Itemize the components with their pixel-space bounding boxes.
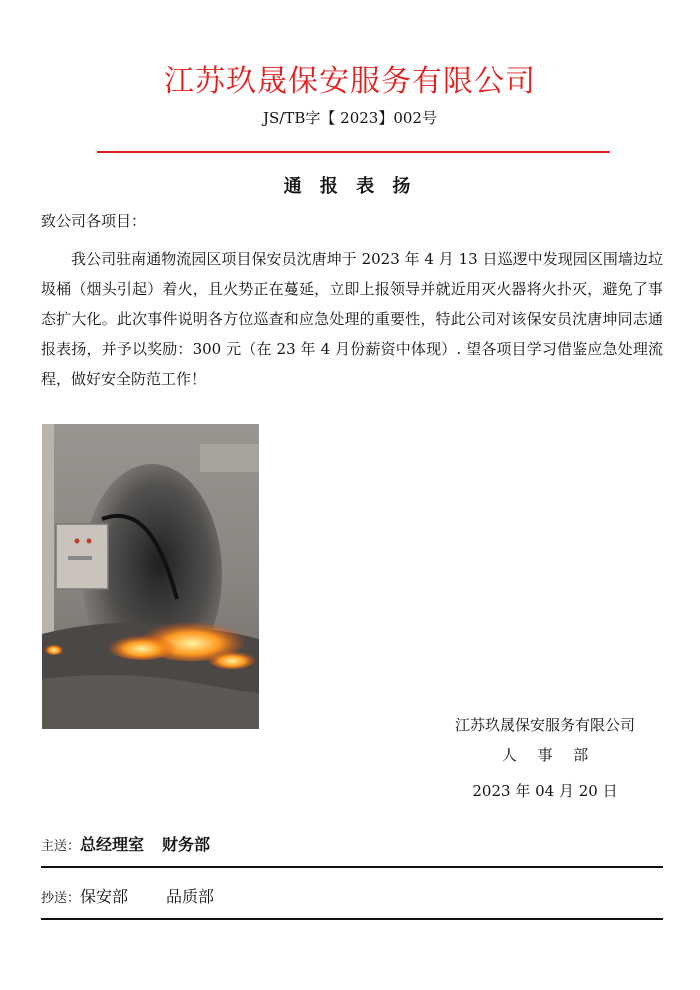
fire-scene-photo: [42, 424, 259, 729]
signature-department: 人 事 部: [501, 746, 597, 764]
main-recipients-row: [41, 833, 663, 859]
distribution-divider: [41, 866, 663, 868]
cc-recipient: 品质部: [166, 887, 215, 906]
signature-block: [430, 710, 660, 806]
main-recipient: 总经理室: [80, 835, 145, 854]
cc-recipients-row: [41, 885, 663, 911]
company-title: 江苏玖晟保安服务有限公司: [164, 64, 536, 99]
signature-date: 2023 年 04 月 20 日: [472, 782, 618, 800]
signature-company: 江苏玖晟保安服务有限公司: [454, 716, 635, 734]
distribution-divider: [41, 918, 663, 920]
main-recipient: 财务部: [162, 835, 211, 854]
document-number: JS/TB字【 2023】002号: [263, 109, 437, 127]
notice-title: 通 报 表 扬: [283, 176, 417, 197]
photo-wall-ledge: [200, 444, 259, 472]
main-recipients-label: 主送：: [41, 839, 81, 854]
cc-recipients-label: 抄送：: [41, 891, 81, 906]
notice-body: 我公司驻南通物流园区项目保安员沈唐坤于 2023 年 4 月 13 日巡逻中发现园区围墙边垃圾桶（烟头引起）着火，且火势正在蔓延，立即上报领导并就近用灭火器将火扑灭，避免了事态扩大化。此次事件说明各方位巡查和应急处理的重要性，特此公司对该保安员沈唐坤同志通报表扬，并予以奖励：300 元（在 23 年 4 月份薪资中体现）. 望各项目学习借鉴应急处理流程，做好安全防范工作！: [41, 250, 663, 388]
cc-recipient: 保安部: [80, 887, 129, 906]
salutation: 致公司各项目：: [41, 212, 147, 230]
header-divider: [97, 151, 610, 153]
